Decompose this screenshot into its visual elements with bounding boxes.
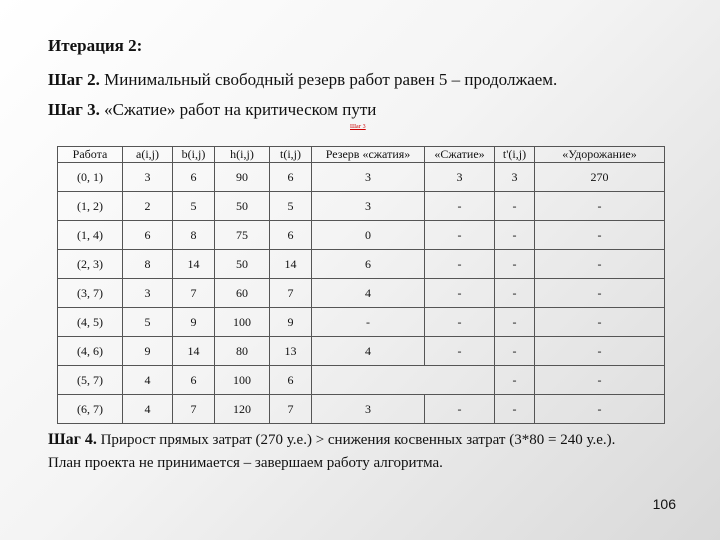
table-cell: 3 xyxy=(123,163,173,192)
table-cell: - xyxy=(425,192,495,221)
table-cell: 13 xyxy=(270,337,312,366)
table-cell: 90 xyxy=(215,163,270,192)
table-cell: - xyxy=(495,308,535,337)
table-cell: - xyxy=(535,192,665,221)
table-cell: 6 xyxy=(123,221,173,250)
table-cell: - xyxy=(535,308,665,337)
table-cell: 3 xyxy=(425,163,495,192)
step-4-block xyxy=(48,428,708,475)
table-cell: 9 xyxy=(173,308,215,337)
header-cell: «Удорожание» xyxy=(535,147,665,163)
step-3-text: «Сжатие» работ на критическом пути xyxy=(104,100,377,119)
table-cell: - xyxy=(425,250,495,279)
table-cell: 4 xyxy=(123,395,173,424)
table-cell: 3 xyxy=(123,279,173,308)
table-cell: (4, 6) xyxy=(58,337,123,366)
table-body xyxy=(58,163,665,424)
table-cell: 7 xyxy=(270,395,312,424)
table-cell: 6 xyxy=(173,366,215,395)
table-cell: - xyxy=(535,337,665,366)
table-cell: (2, 3) xyxy=(58,250,123,279)
header-cell: t'(i,j) xyxy=(495,147,535,163)
step-3-label: Шаг 3. xyxy=(48,100,100,119)
table-cell: 8 xyxy=(173,221,215,250)
step-3-line xyxy=(48,100,376,120)
table-row xyxy=(58,221,665,250)
table-cell: 6 xyxy=(270,221,312,250)
step-2-line xyxy=(48,70,557,90)
page-number: 106 xyxy=(652,496,676,512)
table-cell: 14 xyxy=(173,337,215,366)
table-cell: - xyxy=(495,366,535,395)
table-cell: - xyxy=(495,221,535,250)
table-cell: 5 xyxy=(173,192,215,221)
table-cell: 9 xyxy=(270,308,312,337)
table-cell: 2 xyxy=(123,192,173,221)
table-cell: 120 xyxy=(215,395,270,424)
header-cell: Резерв «сжатия» xyxy=(312,147,425,163)
table-cell: - xyxy=(425,308,495,337)
table-row xyxy=(58,279,665,308)
table-cell: - xyxy=(495,395,535,424)
table-cell: - xyxy=(495,192,535,221)
step-3-hyperlink[interactable]: Шаг 3 xyxy=(350,124,366,130)
table-cell: 4 xyxy=(123,366,173,395)
table-cell: 3 xyxy=(495,163,535,192)
table-cell: - xyxy=(425,279,495,308)
header-cell: t(i,j) xyxy=(270,147,312,163)
table-cell: 5 xyxy=(270,192,312,221)
table-cell: - xyxy=(495,337,535,366)
table-cell: 7 xyxy=(173,395,215,424)
header-cell: «Сжатие» xyxy=(425,147,495,163)
compression-table xyxy=(57,146,665,424)
table-cell: 0 xyxy=(312,221,425,250)
header-cell: Работа xyxy=(58,147,123,163)
table-cell: - xyxy=(425,221,495,250)
table-cell: - xyxy=(535,395,665,424)
header-cell: h(i,j) xyxy=(215,147,270,163)
table-cell: (1, 2) xyxy=(58,192,123,221)
table-cell: 6 xyxy=(270,163,312,192)
table-cell xyxy=(312,366,495,395)
header-cell: a(i,j) xyxy=(123,147,173,163)
step-2-label: Шаг 2. xyxy=(48,70,100,89)
table-cell: - xyxy=(495,279,535,308)
table-cell: 50 xyxy=(215,250,270,279)
table-row xyxy=(58,163,665,192)
table-cell: 14 xyxy=(270,250,312,279)
table-cell: (6, 7) xyxy=(58,395,123,424)
table-cell: 7 xyxy=(270,279,312,308)
table-cell: 80 xyxy=(215,337,270,366)
table-cell: - xyxy=(535,221,665,250)
table-row xyxy=(58,308,665,337)
table-cell: 8 xyxy=(123,250,173,279)
table-cell: - xyxy=(312,308,425,337)
table-cell: 60 xyxy=(215,279,270,308)
table-cell: - xyxy=(535,279,665,308)
table-cell: 6 xyxy=(312,250,425,279)
table-row xyxy=(58,192,665,221)
table-cell: 6 xyxy=(270,366,312,395)
table-cell: 6 xyxy=(173,163,215,192)
step-4-line-2: План проекта не принимается – завершаем работу алгоритма. xyxy=(48,455,443,471)
slide-title: Итерация 2: xyxy=(48,36,143,55)
table-row xyxy=(58,395,665,424)
table-cell: 3 xyxy=(312,395,425,424)
table-cell: - xyxy=(425,337,495,366)
table-cell: 4 xyxy=(312,279,425,308)
step-4-label: Шаг 4. xyxy=(48,431,97,448)
table-cell: 3 xyxy=(312,163,425,192)
table-cell: 50 xyxy=(215,192,270,221)
table-cell: 4 xyxy=(312,337,425,366)
table-cell: (5, 7) xyxy=(58,366,123,395)
table-cell: (3, 7) xyxy=(58,279,123,308)
table-cell: 100 xyxy=(215,308,270,337)
table-row xyxy=(58,366,665,395)
table-row xyxy=(58,250,665,279)
table-cell: (4, 5) xyxy=(58,308,123,337)
table-cell: 100 xyxy=(215,366,270,395)
table-cell: - xyxy=(535,250,665,279)
table-cell: - xyxy=(425,395,495,424)
step-2-text: Минимальный свободный резерв работ равен 5 – продолжаем. xyxy=(104,70,558,89)
table-cell: - xyxy=(535,366,665,395)
header-cell: b(i,j) xyxy=(173,147,215,163)
table-cell: 7 xyxy=(173,279,215,308)
table-cell: 3 xyxy=(312,192,425,221)
table-row xyxy=(58,337,665,366)
table-cell: 9 xyxy=(123,337,173,366)
table-cell: 270 xyxy=(535,163,665,192)
table-cell: (0, 1) xyxy=(58,163,123,192)
table-cell: 5 xyxy=(123,308,173,337)
table-cell: 75 xyxy=(215,221,270,250)
table-cell: 14 xyxy=(173,250,215,279)
step-4-line-1: Прирост прямых затрат (270 у.е.) > снижения косвенных затрат (3*80 = 240 у.е.). xyxy=(100,432,616,448)
table-header-row xyxy=(58,147,665,163)
table-cell: - xyxy=(495,250,535,279)
table-cell: (1, 4) xyxy=(58,221,123,250)
